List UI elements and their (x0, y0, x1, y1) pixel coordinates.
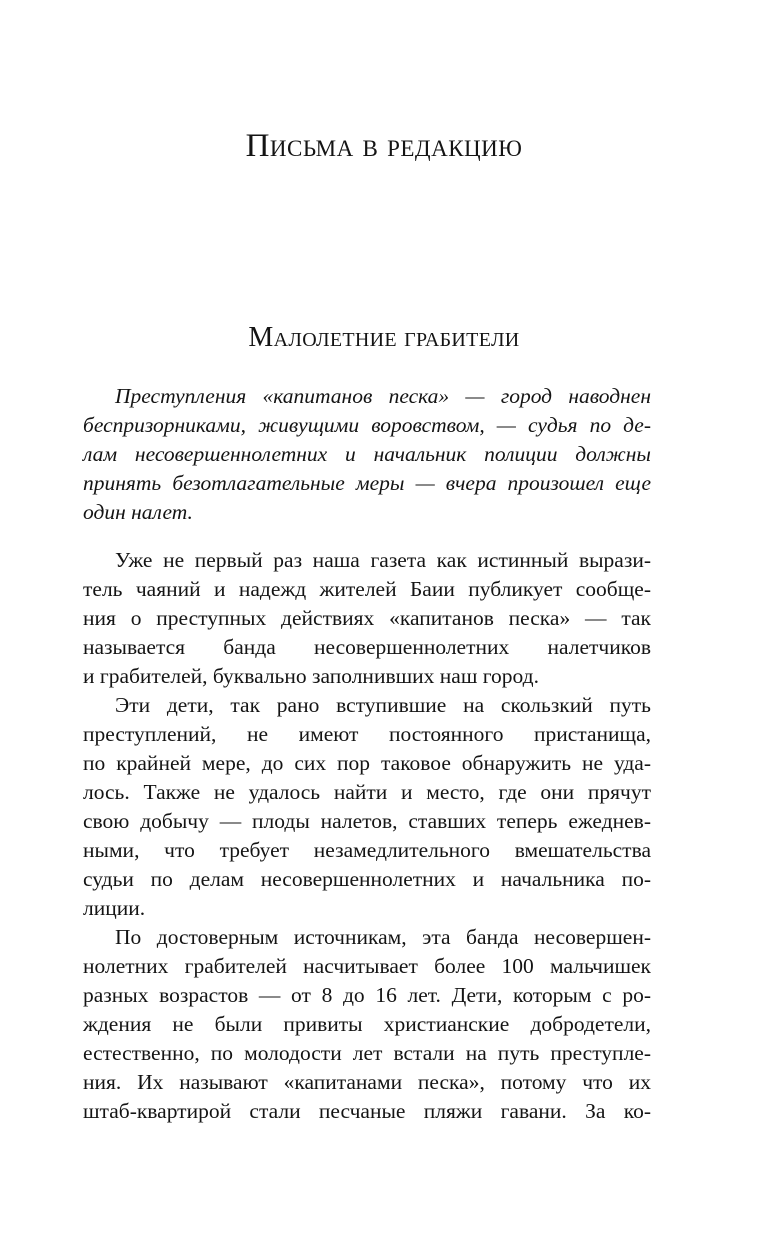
lead-line: принять безотлагательные меры — вчера произошел еще (83, 471, 651, 495)
body-line: разных возрастов — от 8 до 16 лет. Дети, которым с ро- (83, 983, 651, 1007)
body-line: преступлений, не имеют постоянного пристанища, (83, 722, 651, 746)
part-title: Письма в редакцию (245, 128, 523, 164)
lead-line: лам несовершеннолетних и начальник полиции должны (83, 442, 651, 466)
body-line: судьи по делам несовершеннолетних и начальника по- (83, 867, 651, 891)
body-paragraph (83, 691, 651, 923)
body-paragraph (83, 923, 651, 1126)
body-line: лиции. (83, 896, 146, 920)
body-line: лось. Также не удалось найти и место, где они прячут (83, 780, 651, 804)
body-line: свою добычу — плоды налетов, ставших теперь ежеднев- (83, 809, 651, 833)
article-title: Малолетние грабители (248, 322, 520, 353)
lead-paragraph (83, 382, 651, 527)
body-paragraph (83, 546, 651, 691)
body-line: ными, что требует незамедлительного вмешательства (83, 838, 651, 862)
body-line: по крайней мере, до сих пор таковое обнаружить не уда- (83, 751, 651, 775)
lead-line: один налет. (83, 500, 193, 524)
body-line: Уже не первый раз наша газета как истинный вырази- (115, 548, 651, 572)
body-line: тель чаяний и надежд жителей Баии публикует сообще- (83, 577, 651, 601)
body-line: нолетних грабителей насчитывает более 100 мальчишек (83, 954, 651, 978)
lead-line: Преступления «капитанов песка» — город наводнен (115, 384, 651, 408)
body-line: ния. Их называют «капитанами песка», потому что их (83, 1070, 651, 1094)
body-line: штаб-квартирой стали песчаные пляжи гавани. За ко- (83, 1099, 651, 1123)
body-line: ждения не были привиты христианские добродетели, (83, 1012, 651, 1036)
body-line: и грабителей, буквально заполнивших наш город. (83, 664, 539, 688)
lead-line: беспризорниками, живущими воровством, — судья по де- (83, 413, 651, 437)
body-line: называется банда несовершеннолетних налетчиков (83, 635, 651, 659)
body-line: Эти дети, так рано вступившие на скользкий путь (115, 693, 651, 717)
body-line: естественно, по молодости лет встали на путь преступле- (83, 1041, 651, 1065)
article-body (83, 546, 651, 1126)
body-line: ния о преступных действиях «капитанов песка» — так (83, 606, 651, 630)
body-line: По достоверным источникам, эта банда несовершен- (115, 925, 651, 949)
